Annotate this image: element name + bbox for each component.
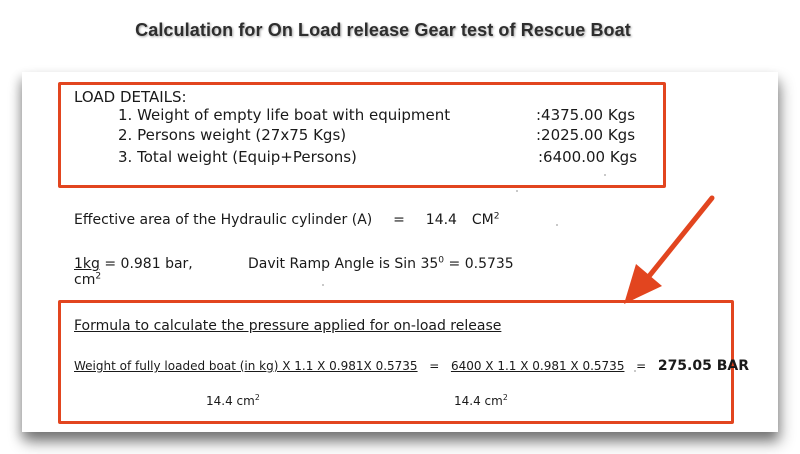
effective-area-label: Effective area of the Hydraulic cylinder (A) <box>74 212 373 228</box>
formula-denominator-middle-exponent: 2 <box>502 393 508 402</box>
effective-area-equals: = <box>393 212 405 228</box>
load-item-label: 1. Weight of empty life boat with equipment <box>118 106 451 124</box>
effective-area-unit: CM <box>471 212 494 228</box>
load-item-label: 2. Persons weight (27x75 Kgs) <box>118 126 347 144</box>
davit-angle-result: = 0.5735 <box>444 256 514 272</box>
conversion-rest: = 0.981 bar, <box>99 256 193 272</box>
formula-expression-left: Weight of fully loaded boat (in kg) X 1.1 X 0.981X 0.5735 <box>74 359 418 373</box>
effective-area-unit-exponent: 2 <box>493 211 500 222</box>
conversion-numerator: 1kg <box>74 256 100 272</box>
formula-equals-1: = <box>429 359 440 373</box>
load-item-value: :2025.00 Kgs <box>536 126 636 144</box>
formula-equals-2: = <box>636 359 647 373</box>
formula-heading: Formula to calculate the pressure applied for on-load release <box>74 318 502 334</box>
davit-angle-text: Davit Ramp Angle is Sin 35 <box>248 256 439 272</box>
load-item-value: :6400.00 Kgs <box>538 148 638 166</box>
load-details-heading: LOAD DETAILS: <box>74 88 187 106</box>
page-title: Calculation for On Load release Gear test of Rescue Boat <box>135 20 631 40</box>
effective-area-value: 14.4 <box>425 212 457 228</box>
load-item-value: :4375.00 Kgs <box>536 106 636 124</box>
formula-denominator-left-text: 14.4 cm <box>206 394 255 408</box>
conversion-denominator-unit: cm <box>74 272 96 288</box>
formula-expression-middle: 6400 X 1.1 X 0.981 X 0.5735 <box>450 359 625 373</box>
conversion-denominator-exponent: 2 <box>95 271 102 282</box>
load-item-label: 3. Total weight (Equip+Persons) <box>118 148 357 166</box>
formula-denominator-middle-text: 14.4 cm <box>454 394 503 408</box>
formula-result: 275.05 BAR <box>657 358 750 374</box>
davit-angle-degree: 0 <box>438 255 445 266</box>
formula-denominator-left-exponent: 2 <box>254 393 260 402</box>
